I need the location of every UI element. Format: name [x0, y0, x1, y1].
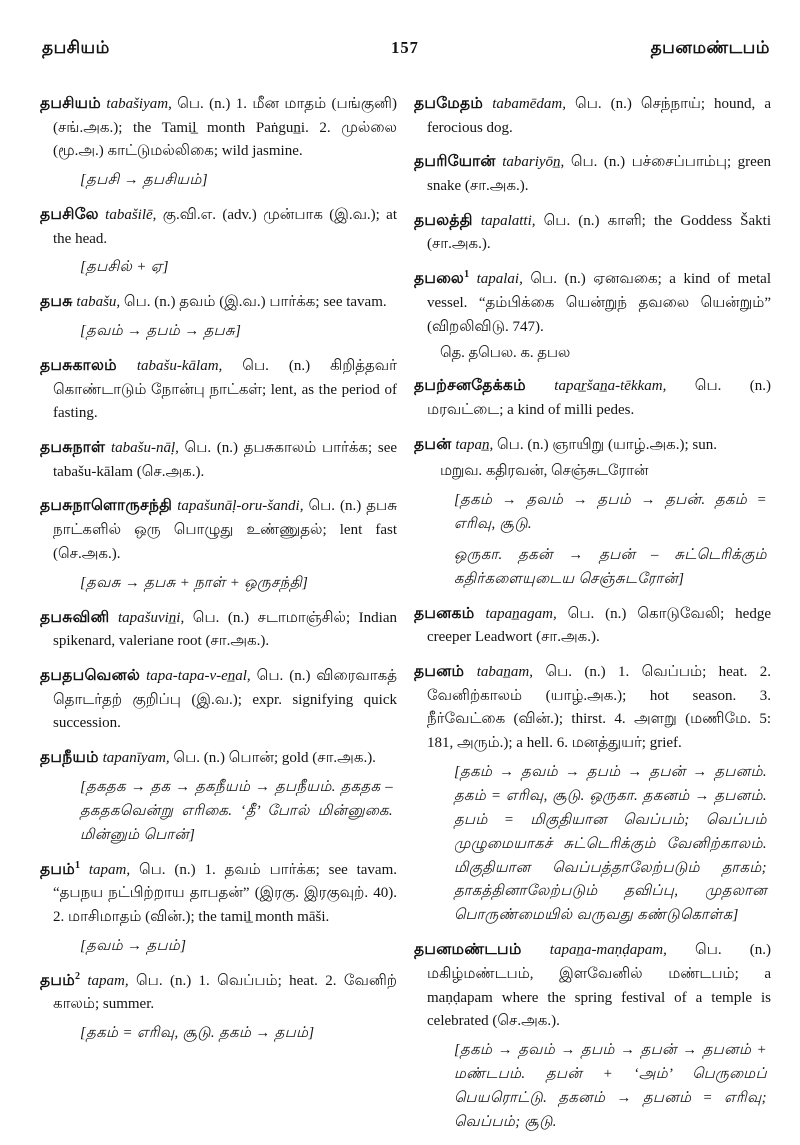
variant-note: மறுவ. கதிரவன், செஞ்சுடரோன்: [440, 463, 649, 480]
entry-definition: பெ. (n.) ஞாயிறு (யாழ்.அக.); sun.: [496, 436, 717, 453]
entry-main-text: [414, 938, 771, 1034]
dictionary-entry: [414, 433, 771, 592]
entry-transliteration: tapašunāḷ-oru-šandi,: [172, 498, 309, 515]
entry-headword: தபசுநாளொருசந்தி: [40, 497, 173, 515]
entry-transliteration: tapalatti,: [472, 212, 544, 229]
entry-main-text: [414, 374, 771, 422]
dictionary-entry: [40, 858, 397, 959]
headword-superscript: 2: [75, 970, 81, 982]
entry-transliteration: tabašu-nāḷ,: [105, 440, 185, 457]
entry-headword: தபனமண்டபம்: [414, 941, 522, 959]
entry-transliteration: tapar̲šan̲a-tēkkam,: [525, 378, 695, 395]
entry-main-text: [40, 92, 397, 164]
entry-transliteration: tapan̲,: [451, 436, 497, 453]
entry-headword: தபற்சனதேக்கம்: [414, 377, 526, 395]
variant-note: தெ. தபெல. க. தபல: [440, 345, 571, 362]
entry-headword: தபம்: [40, 860, 76, 878]
entry-definition: பெ. (n.) மரவட்டை; a kind of milli pedes.: [427, 378, 772, 419]
entry-headword: தபம்: [40, 971, 76, 989]
text-columns: [40, 92, 770, 1145]
entry-transliteration: tapam,: [80, 972, 136, 989]
dictionary-entry: [414, 209, 771, 257]
entry-definition: பெ. (n.) பொன்; gold (சா.அக.).: [173, 749, 376, 766]
entry-transliteration: tapanīyam,: [98, 749, 174, 766]
dictionary-entry: [40, 746, 397, 848]
entry-headword: தபசிலே: [40, 206, 99, 224]
etymology-note: [தவம் → தபம்]: [80, 937, 187, 954]
headword-superscript: 1: [464, 269, 470, 281]
dictionary-entry: [40, 606, 397, 654]
entry-main-text: [414, 433, 771, 458]
dictionary-entry: [40, 92, 397, 193]
entry-definition: பெ. (n.) சடாமாஞ்சில்; Indian spikenard, valeriane root (சா.அக.).: [53, 609, 398, 650]
entry-main-text: [40, 436, 397, 484]
column-left: [40, 92, 397, 1145]
entry-main-text: [414, 602, 771, 650]
entry-transliteration: tabašu-kālam,: [116, 358, 243, 375]
entry-main-text: [40, 203, 397, 251]
entry-transliteration: tapalai,: [469, 271, 531, 288]
entry-headword: தபனம்: [414, 662, 465, 680]
entry-headword: தபநீயம்: [40, 748, 99, 766]
entry-definition: பெ. (n.) 1. வெப்பம்; heat. 2. வேனிற்காலம் (யாழ்.அக.); hot season. 3. நீர்வேட்கை (வின்.); thirst. 4. அளறு (மணிமே. 5: 181, அரும்.); a hell. 6. மனத்துயர்; grief.: [427, 663, 772, 751]
etymology-note: [தகம் → தவம் → தபம் → தபன் → தபனம் + மண்டபம். தபன் + ‘அம்’ பெருமைப் பெயரொட்டு. தகனம் → தபனம் = எரிவு; வெப்பம்; சூடு.: [454, 1042, 767, 1131]
entry-transliteration: tabašilē,: [98, 207, 163, 224]
entry-main-text: [40, 969, 397, 1017]
entry-transliteration: tapan̲agam,: [474, 605, 568, 622]
page-number: 157: [391, 38, 419, 57]
column-right: [414, 92, 771, 1145]
entry-transliteration: tapašuvin̲i,: [109, 609, 193, 626]
entry-headword: தபசுவினி: [40, 608, 110, 626]
right-running-head: தபனமண்டபம்: [650, 38, 770, 57]
entry-definition: பெ. (n.) கொடுவேலி; hedge creeper Leadwort (சா.அக.).: [427, 605, 772, 646]
entry-definition: பெ. (n.) 1. தவம் பார்க்க; see tavam. “தபநய நட்பிற்றாய தாபதன்” (இரகு. இரகுவுற். 40). 2. மாசிமாதம் (வின்.); the tamil̲ month māši.: [53, 861, 397, 925]
etymology-note: [தபசில் + ஏ]: [80, 259, 169, 276]
dictionary-entry: [40, 969, 397, 1046]
entry-definition: கு.வி.எ. (adv.) முன்பாக (இ.வ.); at the head.: [53, 207, 397, 247]
etymology-note: [தகதக → தக → தகநீயம் → தபநீயம். தகதக – தகதகவென்று எரிகை. ‘தீ’ போல் மின்னுகை. மின்னும் பொன்]: [80, 778, 393, 843]
entry-main-text: [414, 267, 771, 339]
entry-main-text: [40, 290, 397, 315]
entry-headword: தபலத்தி: [414, 211, 473, 229]
entry-headword: தபசியம்: [40, 95, 102, 112]
dictionary-entry: [40, 290, 397, 344]
entry-headword: தபன்: [414, 435, 452, 453]
entry-transliteration: tapa-tapa-v-en̲al,: [140, 667, 257, 684]
etymology-note: [தவம் → தபம் → தபசு]: [80, 323, 242, 340]
entry-headword: தபனகம்: [414, 604, 475, 622]
dictionary-entry: [40, 354, 397, 426]
entry-definition: பெ. (n.) ஏனவகை; a kind of metal vessel. “தம்பிக்கை யென்றுந் தவலை யென்றும்” (விறலிவிடு. 747).: [427, 271, 771, 335]
entry-definition: பெ. (n.) 1. மீன மாதம் (பங்குனி) (சங்.அக.); the Tamil̲ month Paṅgun̲i. 2. முல்லை (மூ.அ.) காட்டுமல்லிகை; wild jasmine.: [53, 96, 397, 160]
dictionary-entry: [414, 92, 771, 140]
entry-headword: தபமேதம்: [414, 95, 484, 112]
entry-headword: தபசுகாலம்: [40, 357, 117, 375]
entry-main-text: [414, 150, 771, 198]
entry-definition: பெ. (n.) செந்நாய்; hound, a ferocious dog.: [427, 96, 771, 136]
dictionary-entry: [414, 150, 771, 198]
entry-headword: தபசு: [40, 293, 73, 311]
entry-main-text: [414, 92, 771, 140]
entry-main-text: [40, 746, 397, 771]
entry-headword: தபரியோன்: [414, 153, 496, 171]
dictionary-entry: [414, 938, 771, 1135]
etymology-note: ஒருகா. தகன் → தபன் – சுட்டெரிக்கும் கதிர்களையுடைய செஞ்சுடரோன்]: [454, 546, 767, 587]
entry-definition: பெ. (n.) பச்சைப்பாம்பு; green snake (சா.அக.).: [427, 154, 771, 195]
entry-main-text: [40, 494, 397, 566]
dictionary-entry: [40, 203, 397, 280]
etymology-note: [தகம் = எரிவு, சூடு. தகம் → தபம்]: [80, 1024, 315, 1041]
entry-main-text: [40, 354, 397, 426]
left-running-head: தபசியம்: [42, 38, 110, 57]
dictionary-entry: [40, 436, 397, 484]
dictionary-entry: [40, 494, 397, 595]
entry-transliteration: tapan̲a-maṇḍapam,: [521, 942, 696, 959]
entry-definition: பெ. (n.) விரைவாகத் தொடர்தற் குறிப்பு (இ.வ.); expr. signifying quick succession.: [53, 667, 397, 732]
dictionary-entry: [414, 660, 771, 929]
page-header: [40, 38, 770, 64]
entry-transliteration: tapam,: [80, 861, 139, 878]
entry-main-text: [414, 209, 771, 257]
headword-superscript: 1: [75, 859, 81, 871]
entry-main-text: [40, 664, 397, 736]
entry-definition: பெ. (n.) 1. வெப்பம்; heat. 2. வேனிற் காலம்; summer.: [53, 972, 398, 1013]
entry-definition: பெ. (n.) மகிழ்மண்டபம், இளவேனில் மண்டபம்; a maṇḍapam where the spring festival of a temple is celebrated (செ.அக.).: [427, 942, 772, 1030]
entry-definition: பெ. (n.) காளி; the Goddess Šakti (சா.அக.).: [427, 212, 771, 253]
entry-transliteration: tabamēdam,: [483, 96, 576, 112]
entry-headword: தபதபவெனல்: [40, 666, 141, 684]
entry-main-text: [40, 606, 397, 654]
entry-main-text: [414, 660, 771, 756]
entry-definition: பெ. (n.) தவம் (இ.வ.) பார்க்க; see tavam.: [123, 294, 387, 311]
entry-headword: தபசுநாள்: [40, 439, 106, 457]
entry-transliteration: taban̲am,: [464, 663, 546, 680]
entry-definition: பெ. (n.) கிறித்தவர் கொண்டாடும் நோன்பு நாட்கள்; lent, as the period of fasting.: [53, 358, 397, 422]
etymology-note: [தவசு → தபசு + நாள் + ஒருசந்தி]: [80, 574, 309, 591]
entry-transliteration: tabariyōn̲,: [495, 154, 571, 171]
etymology-note: [தபசி → தபசியம்]: [80, 172, 208, 189]
dictionary-entry: [40, 664, 397, 736]
etymology-note: [தகம் → தவம் → தபம் → தபன் → தபனம். தகம் = எரிவு, சூடு. ஒருகா. தகனம் → தபனம். தபம் = மிகுதியான வெப்பம்; வெப்பம் முழுமையாகச் சுட்டெரிக்கும் வேனிற்காலம். மிகுதியான வெப்பத்தாலேற்படும் தாகம்; தாகத்தினாலேற்படும் தவிப்பு, முதலான பொருண்மையில் வருவது கண்டுகொள்க]: [454, 763, 767, 924]
entry-transliteration: tabašiyam,: [101, 96, 178, 112]
dictionary-entry: [414, 267, 771, 364]
entry-main-text: [40, 858, 397, 930]
etymology-note: [தகம் → தவம் → தபம் → தபன். தகம் = எரிவு, சூடு.: [454, 491, 767, 532]
dictionary-entry: [414, 602, 771, 650]
entry-definition: பெ. (n.) தபசு நாட்களில் ஒரு பொழுது உண்ணுதல்; lent fast (செ.அக.).: [53, 498, 397, 562]
entry-transliteration: tabašu,: [72, 294, 124, 311]
dictionary-entry: [414, 374, 771, 422]
entry-headword: தபலை: [414, 270, 465, 288]
entry-definition: பெ. (n.) தபசுகாலம் பார்க்க; see tabašu-kālam (செ.அக.).: [53, 440, 398, 480]
